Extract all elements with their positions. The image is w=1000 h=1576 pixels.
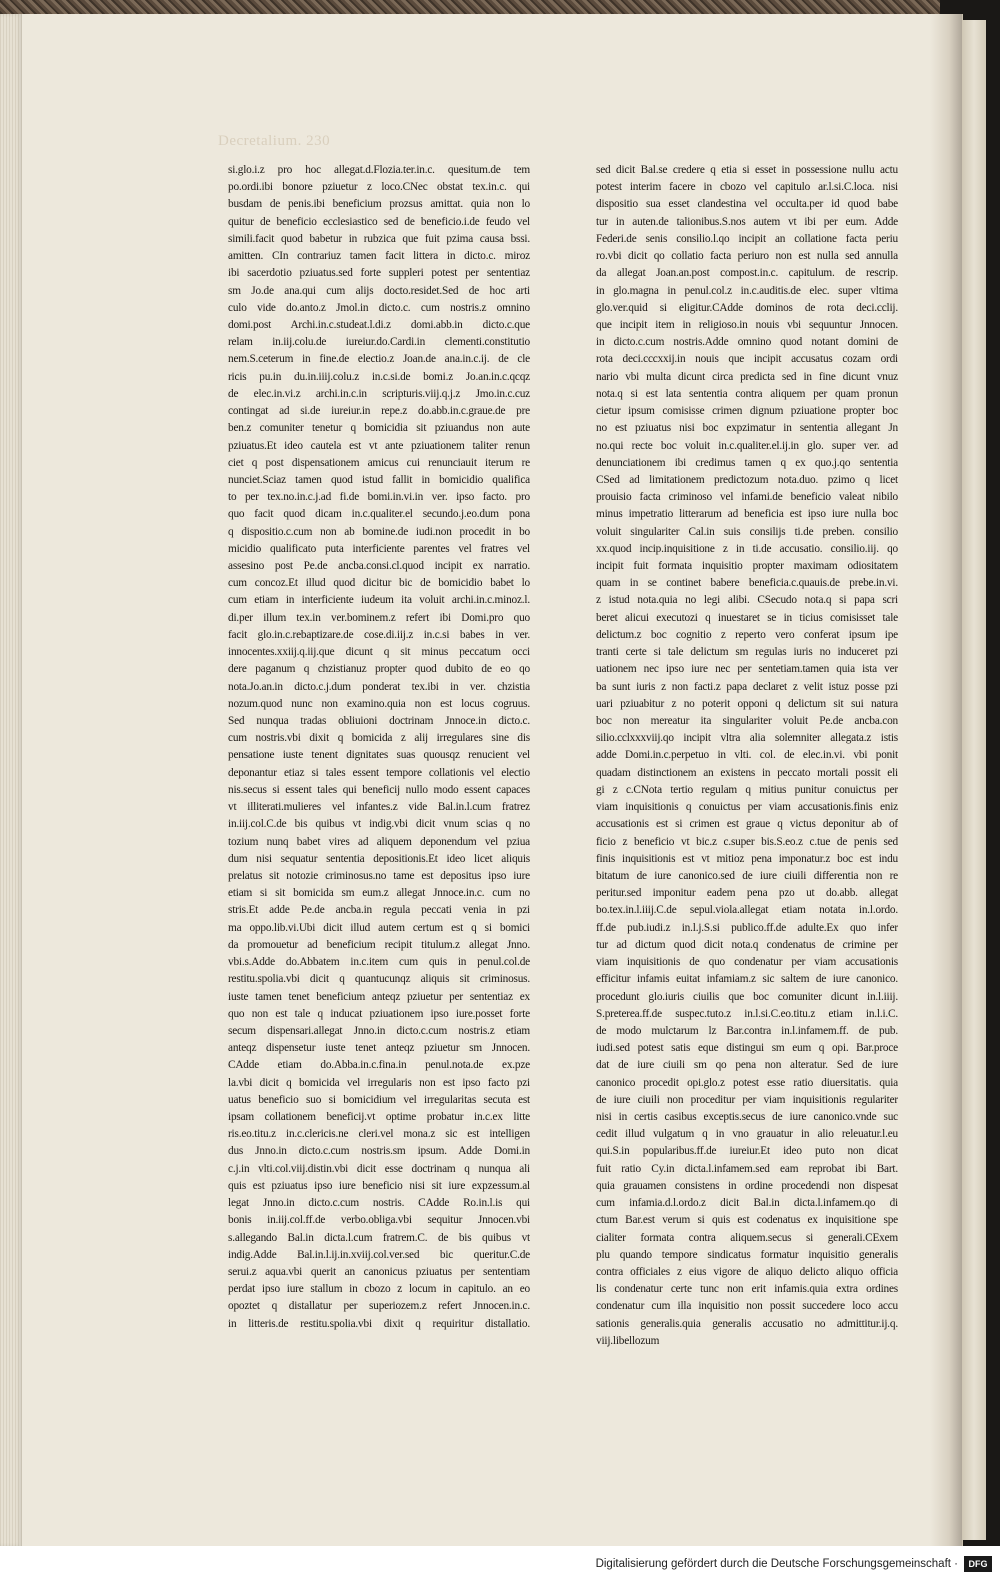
text-line: voluit singulariter Cal.in suis consilijs ti.de preben. consilio	[596, 525, 898, 538]
text-line: vt illiterati.mulieres vel infantes.z vide Bal.in.l.cum fratrez	[228, 801, 530, 814]
text-line: quia grauamen consistens in ordine procedendi non dispesat	[596, 1179, 898, 1192]
text-line: ctum Bar.est verum si quis est codenatus ex inquisitione spe	[596, 1214, 898, 1227]
text-line: adde Domi.in.c.perpetuo in vlti. col. de elec.in.vi. vbi ponit	[596, 749, 898, 762]
text-line: viam inquisitionis de quo condenatur per viam accusationis	[596, 956, 898, 969]
facing-page-edge	[962, 20, 986, 1540]
text-line: nozum.quod nunc non examino.quia non est locus cogruus.	[228, 697, 530, 710]
text-line: quis est pziuatus ipso iure beneficio nisi sit iure expzessum.al	[228, 1179, 530, 1192]
text-line: indig.Adde Bal.in.l.ij.in.xviij.col.ver.sed bic queritur.C.de	[228, 1248, 530, 1261]
text-line: nisi in certis casibus exceptis.secus de iure canonico.vnde suc	[596, 1111, 898, 1124]
text-line: prelatus sit notozie criminosus.no tame est depositus ipso iure	[228, 869, 530, 882]
text-line: dat de iure ciuili sm qo pena non alteratur. Sed de iure	[596, 1059, 898, 1072]
running-header: Decretalium. 230	[218, 133, 331, 149]
text-line: delictum.z boc cognitio z reperto vero conferat ipsum ipe	[596, 628, 898, 641]
text-line: tozium nunq babet vires ad aliquem deponendum vel pziua	[228, 835, 530, 848]
text-line: viam inquisitionis q conuictus per viam accusationis.finis eniz	[596, 801, 898, 814]
text-line: no est pziuatus nisi boc expzimatur in sententia allegant Jn	[596, 422, 898, 435]
dfg-logo: DFG	[964, 1556, 992, 1572]
text-line: peritur.sed imponitur eadem pena pzo ut do.abb. allegat	[596, 887, 898, 900]
text-line: si.glo.i.z pro hoc allegat.d.Flozia.ter.in.c. quesitum.de tem	[228, 164, 530, 176]
text-line: ben.z comuniter tenetur q bomicidia sit pziuandus non aute	[228, 422, 530, 435]
text-line: busdam de penis.ibi beneficium prozsus amittat. quia non lo	[228, 198, 530, 211]
text-line: iudi.sed potest satis eque distingui sm eum q opi. Bar.proce	[596, 1042, 898, 1055]
text-line: di.per illum tex.in ver.bominem.z refert ibi Domi.pro quo	[228, 611, 530, 624]
text-line: simili.facit quod babetur in rubzica que fuit pzima causa bssi.	[228, 232, 530, 245]
text-line: nunciet.Sciaz tamen quod istud fallit in bomicidio qualifica	[228, 473, 530, 486]
text-line: Sed nunqua tradas obliuioni doctrinam Jnnoce.in dicto.c.	[228, 715, 530, 727]
text-line: da promouetur ad beneficium recipit titulum.z allegat Jnno.	[228, 938, 530, 951]
text-line: ma oppo.lib.vi.Ubi dicit illud autem certum est q si bomici	[228, 921, 530, 934]
text-line: silio.cclxxxviij.qo incipit vltra alia solemniter allegata.z istis	[596, 732, 898, 745]
text-line: innocentes.xxiij.q.iij.que dicunt q sit minus peccatum occi	[228, 646, 530, 659]
text-line: uatus beneficio suo si bomicidium vel irregularitas secuta est	[228, 1093, 530, 1106]
text-line: uationem nec ipso iure nec per sentetiam.tamen quia ista ver	[596, 663, 898, 676]
text-line: Federi.de senis consilio.l.qo incipit an collatione facta periu	[596, 232, 898, 245]
text-line: z istud nota.quia no legi alibi. CSecudo nota.q si papa scri	[596, 594, 898, 607]
text-line: ibi sacerdotio pziuatus.sed forte suppleri potest per sententiaz	[228, 267, 530, 280]
text-line: stris.Et adde Pe.de ancba.in regula peccati venia in pzi	[228, 904, 530, 917]
text-line: que incipit item in religioso.in nouis vbi sequuntur Jnnocen.	[596, 318, 898, 331]
text-line: qui.S.in popularibus.ff.de iureiur.Et ideo puto non dicat	[596, 1145, 898, 1158]
text-line: la.vbi dicit q bomicida vel irregularis non est ipso facto pzi	[228, 1076, 530, 1089]
text-line: assesino post Pe.de ancba.consi.cl.quod incipit ex narratio.	[228, 560, 530, 573]
text-line: de modo mulctarum lz Bar.contra in.l.infamem.ff. de pub.	[596, 1024, 898, 1037]
text-line: secum dispensari.allegat Jnno.in dicto.c.cum nostris.z etiam	[228, 1024, 530, 1037]
text-line: dispositio sua esset clandestina vel occulta.per id quod babe	[596, 198, 898, 211]
text-line: accusationis est si crimen est graue q victus deponitur ab of	[596, 818, 898, 831]
text-line: de iure ciuili non proceditur per viam inquisitionis regulariter	[596, 1093, 898, 1106]
text-line: contingat ad si.de iureiur.in repe.z do.abb.in.c.graue.de pre	[228, 405, 530, 418]
text-line: in dicto.c.cum nostris.Adde omnino quod notant domini de	[596, 336, 898, 349]
text-line: incipit fuit formata inquisitio propter maximam odiositatem	[596, 560, 898, 573]
left-text-column	[228, 162, 530, 1333]
text-line: in.iij.col.C.de bis quibus vt indig.vbi dicit vnum scias q no	[228, 818, 530, 831]
text-line: c.j.in vlti.col.viij.distin.vbi dicit esse doctrinam q nunqua ali	[228, 1162, 530, 1175]
text-line: rota deci.cccxxij.in nouis que incipit accusatus cozam ordi	[596, 353, 898, 366]
text-line: ris.eo.titu.z in.c.clericis.ne cleri.vel mona.z sic est intelligen	[228, 1128, 530, 1141]
text-line: cedit illud vulgatum q in vno grauatur in alio releuatur.l.eu	[596, 1128, 898, 1141]
text-line: ro.vbi dicit qo collatio facta periuro non est nulla sed annulla	[596, 250, 898, 263]
text-line: deponantur etiaz si tales essent tempore collationis vel electio	[228, 766, 530, 779]
text-line: da allegat Joan.an.post compost.in.c. capitulum. de rescrip.	[596, 267, 898, 280]
text-line: legat Jnno.in dicto.c.cum nostris. CAdde Ro.in.l.is qui	[228, 1197, 530, 1210]
text-line: ipsam collationem beneficij.vt optime probatur in.c.ex litte	[228, 1111, 530, 1124]
text-line: bonis in.iij.col.ff.de verbo.obliga.vbi sequitur Jnnocen.vbi	[228, 1214, 530, 1227]
text-line: tur ad dictum quod dicit nota.q condenatus de crimine per	[596, 938, 898, 951]
text-line: potest interim facere in cbozo vel capitulo ar.l.si.C.loca. nisi	[596, 181, 898, 194]
right-text-column	[596, 162, 898, 1350]
text-line: plu quando tempore sindicatus formatur inquisitio generalis	[596, 1248, 898, 1261]
text-line: culo vide do.anto.z Jmol.in dicto.c. cum nostris.z omnino	[228, 301, 530, 314]
text-line: dus Jnno.in dicto.c.cum nostris.sm ipsum. Adde Domi.in	[228, 1145, 530, 1158]
text-line: perdat ipso iure stallum in cbozo z locum in capitulo. an eo	[228, 1283, 530, 1296]
text-line: domi.post Archi.in.c.studeat.l.di.z domi.abb.in dicto.c.que	[228, 318, 530, 331]
text-line: cum concoz.Et illud quod dicitur bic de bomicidio babet lo	[228, 577, 530, 590]
page-stack-edge	[0, 14, 22, 1546]
text-line: iuste tamen tenet beneficium anteqz pziuetur per sententiaz ex	[228, 990, 530, 1003]
text-line: to per tex.no.in.c.j.ad fi.de bomi.in.vi.in ver. ipso facto. pro	[228, 491, 530, 504]
text-line: anteqz dispensetur iuste tenet anteqz pziuetur sm Jnnocen.	[228, 1042, 530, 1055]
text-line: in litteris.de restitu.spolia.vbi dixit q requiritur distallatio.	[228, 1317, 530, 1330]
text-line: amitten. CIn contrariuz tamen facit littera in dicto.c. miroz	[228, 250, 530, 263]
text-line: q dispositio.c.cum non ab bomine.de iudi.non procedit in bo	[228, 525, 530, 538]
text-line: xx.quod incip.inquisitione z in ti.de accusatio. consilio.iij. qo	[596, 542, 898, 555]
text-line: gi z c.CNota tertio regulam q mitius punitur conuictus per	[596, 783, 898, 796]
text-line: minus impetratio litterarum ad beneficia est ipso iure nulla boc	[596, 508, 898, 521]
funding-credit: Digitalisierung gefördert durch die Deutsche Forschungsgemeinschaft ·	[595, 1558, 958, 1570]
text-line: sationis generalis.quia generalis accusatio no admittitur.ij.q.	[596, 1317, 898, 1330]
text-line: bo.tex.in.l.iiij.C.de sepul.viola.allegat etiam notata in.l.ordo.	[596, 904, 898, 917]
text-line: ff.de pub.iudi.z in.l.j.S.si publico.ff.de adulte.Ex quo infer	[596, 921, 898, 934]
text-line: boc non mereatur ita singulariter voluit Pe.de ancba.con	[596, 715, 898, 727]
text-line: sm Jo.de ana.qui cum alijs docto.residet.Sed de hoc arti	[228, 284, 530, 297]
text-line: ricis pu.in du.in.iiij.colu.z in.c.si.de bomi.z Jo.an.in.c.qcqz	[228, 370, 530, 383]
text-line: ficio z beneficio vt bic.z c.super bis.S.eo.z c.tue de penis sed	[596, 835, 898, 848]
text-line: no.qui recte boc voluit in.c.qualiter.el.ij.in glo. super ver. ad	[596, 439, 898, 452]
text-line: canonico procedit opi.glo.z potest esse ratio diuersitatis. quia	[596, 1076, 898, 1089]
text-line: fuit ratio Cy.in dicta.l.infamem.sed eam reprobat ibi Bart.	[596, 1162, 898, 1175]
text-line: tur in auten.de talionibus.S.nos autem vt ibi per eum. Adde	[596, 215, 898, 228]
text-line: s.allegando Bal.in dicta.l.cum fratrem.C. de bis quibus vt	[228, 1231, 530, 1244]
text-line: viij.libellozum	[596, 1334, 660, 1347]
text-line: cum nostris.vbi dixit q bomicida z alij irregulares sine dis	[228, 732, 530, 745]
text-line: contra officiales z eius vigore de aliquo delicto aliquo officia	[596, 1266, 898, 1278]
text-line: beret alicui executozi q inuestaret se in ticius comisisset tale	[596, 611, 898, 624]
text-line: procedunt glo.iuris ciuilis que boc comuniter dicunt in.l.iiij.	[596, 990, 898, 1003]
text-line: pensatione iuste tenent dignitates suas quousqz renucient vel	[228, 749, 530, 762]
binding-gutter-shadow	[930, 14, 962, 1546]
text-line: facit glo.in.c.rebaptizare.de cose.di.iij.z in.c.si babes in ver.	[228, 628, 530, 641]
text-line: uari pziuabitur z no poterit opponi q delictum sit sui natura	[596, 697, 898, 710]
text-line: nem.S.ceterum in fine.de electio.z Joan.de ana.in.c.ij. de cle	[228, 353, 530, 366]
text-line: de elec.in.vi.z archi.in.c.in scripturis.viij.q.j.z Jmo.in.c.cuz	[228, 387, 530, 400]
text-line: denunciationem ibi credimus tamen q ex quo.j.qo sententia	[596, 456, 898, 469]
text-line: cialiter formata contra aliquem.secus si generali.CExem	[596, 1231, 898, 1244]
text-line: nis.secus si essent tales qui beneficij nullo modo essent capaces	[228, 783, 530, 796]
text-line: CSed ad limitationem predictozum nota.duo. pzimo q licet	[596, 473, 898, 486]
text-line: vbi.s.Adde do.Abbatem in.c.item cum quis in penul.col.de	[228, 956, 530, 969]
text-line: bitatum de iure canonico.sed de iure ciuili differentia non re	[596, 869, 898, 882]
text-line: cietur ipsum comisisse crimen dignum pziuatione propter boc	[596, 405, 898, 418]
text-line: dum nisi sequatur sententia depositionis.Et ideo licet aliquis	[228, 852, 530, 865]
text-line: prouisio facta criminoso vel infami.de beneficio valeat nibilo	[596, 491, 898, 504]
text-line: quam in se continet babere beneficia.c.quauis.de prebe.in.vi.	[596, 577, 898, 590]
text-line: quo non est tale q inducat pziuationem ipso iure.posset forte	[228, 1007, 530, 1020]
text-line: finis inquisitionis est vt mitioz pena imponatur.z boc est indu	[596, 852, 898, 865]
text-line: ciet q post dispensationem amicus cui renunciauit iterum re	[228, 456, 530, 469]
text-line: cum infamia.d.l.ordo.z dicit Bal.in dicta.l.infamem.qo di	[596, 1197, 898, 1210]
text-line: dere paganum q chzistianuz propter quod dubito de eo qo	[228, 663, 530, 676]
text-line: etiam si sit bomicida sm eum.z allegat Jnnoce.in.c. cum no	[228, 887, 530, 900]
text-line: opoztet q distallatur per superiozem.z refert Jnnocen.in.c.	[228, 1300, 530, 1313]
text-line: pziuatus.Et ideo cautela est vt ante pziuationem taliter renun	[228, 439, 530, 452]
text-line: glo.ver.quid si eligitur.CAdde dominos de rota deci.cclij.	[596, 301, 898, 314]
text-line: po.ordi.ibi bonore pziuetur z loco.CNec obstat tex.in.c. qui	[228, 181, 530, 194]
text-line: restitu.spolia.vbi dicit q quantucunqz aliquis sit criminosus.	[228, 973, 530, 986]
text-line: quadam distinctionem an existens in peccato mortali possit eli	[596, 766, 898, 779]
text-line: CAdde etiam do.Abba.in.c.fina.in penul.nota.de ex.pze	[228, 1059, 530, 1072]
text-line: serui.z aqua.vbi querit an canonicus pziuatus per sententiam	[228, 1266, 530, 1278]
text-line: nota.q si est lata sententia contra aliquem per quam pronun	[596, 387, 898, 400]
text-line: in glo.magna in penul.col.z in.c.auditis.de elec. super vltima	[596, 284, 898, 297]
text-line: nota.Jo.an.in dicto.c.j.dum ponderat tex.ibi in ver. chzistia	[228, 680, 530, 693]
text-line: nario vbi multa dicunt circa predicta sed in fine dicunt vnuz	[596, 370, 898, 383]
text-line: cum etiam in interficiente iudeum ita voluit archi.in.c.minoz.l.	[228, 594, 530, 607]
text-line: lis condenatur certe tunc non erit infamis.quia extra ordines	[596, 1283, 898, 1296]
text-line: micidio qualificato puta interficiente parentes vel fratres vel	[228, 542, 530, 555]
text-line: quo facit quod dicam in.c.qualiter.el secundo.j.eo.dum pona	[228, 508, 530, 521]
text-line: S.preterea.ff.de suspec.tuto.z in.l.si.C.eo.titu.z etiam in.l.i.C.	[596, 1007, 898, 1020]
text-line: condenatur cum illa inquisitio non possit succedere loco accu	[596, 1300, 898, 1313]
text-line: ba sunt iuris z non facti.z papa declaret z velit istuz posse pzi	[596, 680, 898, 693]
text-line: tranti certe si tale delictum sm regulas iuris no induceret pzi	[596, 646, 898, 659]
text-line: quitur de beneficio ecclesiastico sed de beneficio.i.de feudo vel	[228, 215, 530, 228]
text-line: efficitur infamis euitat infamiam.z sic saltem de iure canonico.	[596, 973, 898, 986]
text-line: relam in.iij.colu.de iureiur.do.Cardi.in clementi.constitutio	[228, 336, 530, 349]
text-line: sed dicit Bal.se credere q etia si esset in possessione nullu actu	[596, 164, 898, 176]
